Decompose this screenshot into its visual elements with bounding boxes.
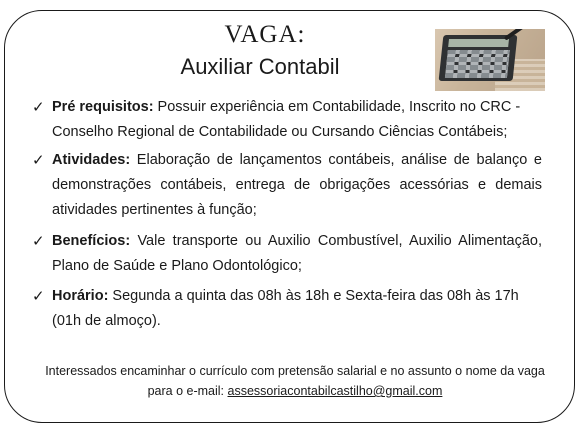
item-label: Atividades: bbox=[52, 152, 131, 168]
job-position-title: Auxiliar Contabil bbox=[180, 54, 340, 79]
list-item-activities bbox=[32, 148, 542, 223]
item-text bbox=[52, 288, 519, 329]
item-text bbox=[52, 152, 542, 218]
item-text bbox=[52, 233, 542, 274]
item-description: Vale transporte ou Auxilio Combustível, Auxilio Alimentação, Plano de Saúde e Plano Odontológico; bbox=[52, 233, 542, 274]
item-description: Segunda a quinta das 08h às 18h e Sexta-feira das 08h às 17h (01h de almoço). bbox=[52, 288, 519, 329]
contact-note bbox=[35, 361, 555, 401]
check-mark-icon: ✓ bbox=[32, 99, 45, 116]
requirements-list bbox=[32, 95, 542, 334]
item-description: Possuir experiência em Contabilidade, Inscrito no CRC - Conselho Regional de Contabilidade ou Cursando Ciências Contábeis; bbox=[52, 99, 521, 140]
list-item-prerequisites bbox=[32, 95, 542, 145]
job-card bbox=[4, 10, 575, 423]
check-mark-icon: ✓ bbox=[32, 152, 45, 169]
list-item-schedule bbox=[32, 284, 542, 334]
check-mark-icon: ✓ bbox=[32, 233, 45, 250]
item-label: Benefícios: bbox=[52, 233, 131, 249]
calculator-photo bbox=[435, 29, 545, 91]
item-description: Elaboração de lançamentos contábeis, análise de balanço e demonstrações contábeis, entrega de obrigações acessórias e demais atividades pertinentes à função; bbox=[52, 152, 542, 218]
email-link[interactable]: assessoriacontabilcastilho@gmail.com bbox=[227, 384, 443, 398]
list-item-benefits bbox=[32, 229, 542, 279]
contact-text: Interessados encaminhar o currículo com pretensão salarial e no assunto o nome da vaga para o e-mail: bbox=[45, 364, 545, 398]
item-label: Horário: bbox=[52, 288, 109, 304]
check-mark-icon: ✓ bbox=[32, 288, 45, 305]
item-label: Pré requisitos: bbox=[52, 99, 154, 115]
calculator-icon bbox=[439, 35, 518, 81]
calculator-display bbox=[448, 39, 509, 47]
calculator-keys bbox=[445, 50, 510, 78]
page-title: VAGA: bbox=[224, 21, 306, 48]
item-text bbox=[52, 99, 520, 140]
